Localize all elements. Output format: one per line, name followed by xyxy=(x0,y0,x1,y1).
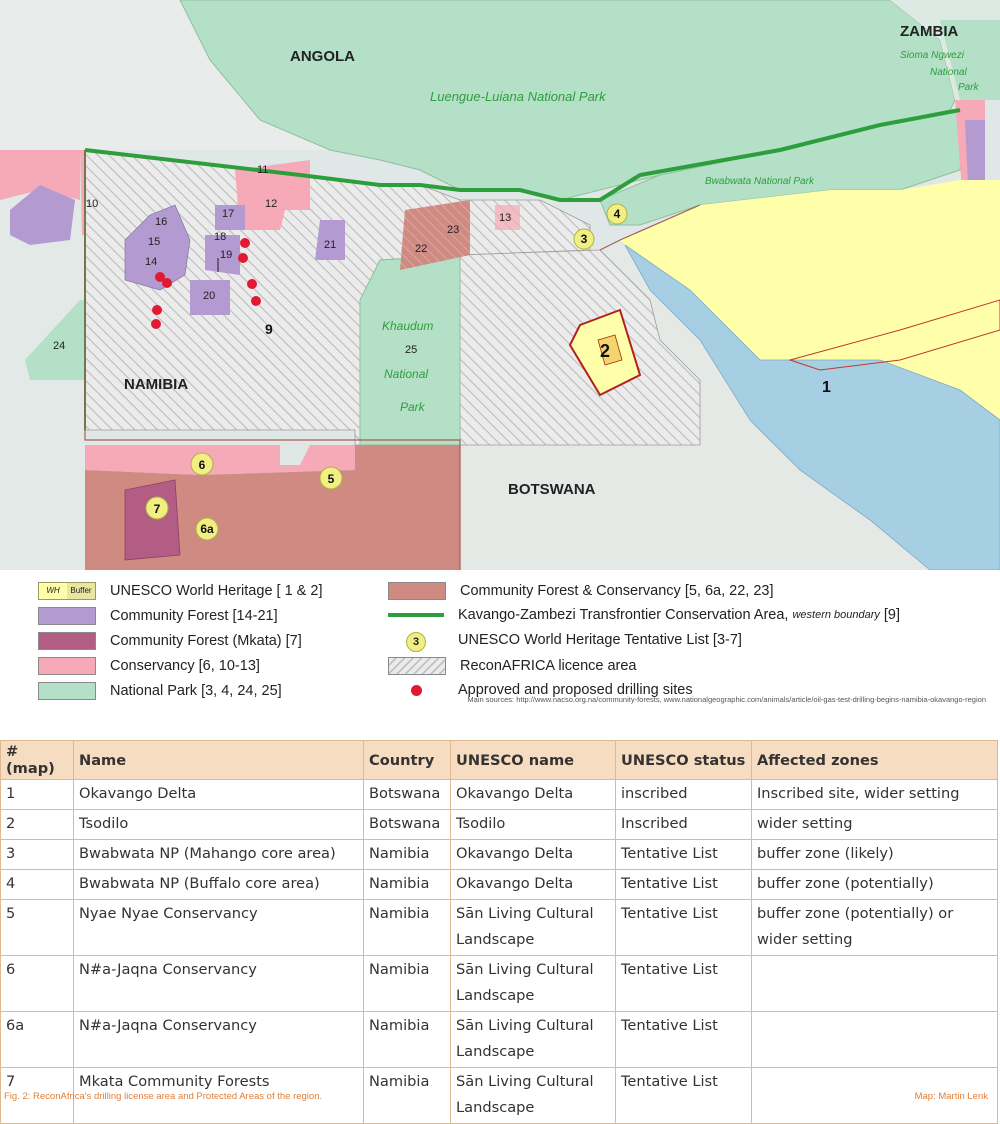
table-cell: N#a-Jaqna Conservancy xyxy=(74,1012,364,1068)
legend-label: Community Forest (Mkata) [7] xyxy=(110,633,302,649)
table-row xyxy=(1,780,998,810)
legend-dot xyxy=(411,685,422,696)
legend-item-forest-conservancy xyxy=(388,582,774,600)
legend-swatch xyxy=(38,632,96,650)
area-number: 12 xyxy=(265,198,278,210)
table-cell: Tentative List xyxy=(616,900,752,956)
legend-marker: 3 xyxy=(406,632,426,652)
table-cell: Okavango Delta xyxy=(451,780,616,810)
map-sources: Main sources: http://www.nacso.org.na/community-forests, www.nationalgeographic.com/animals/article/oil-gas-test-drilling-begins-namibia-okavango-region xyxy=(467,695,986,704)
table-cell: buffer zone (potentially) xyxy=(752,870,998,900)
legend-label: Conservancy [6, 10-13] xyxy=(110,658,260,674)
column-header: UNESCO name xyxy=(451,741,616,780)
area-number: 17 xyxy=(222,208,235,220)
table-cell: inscribed xyxy=(616,780,752,810)
legend-swatch-text: Buffer xyxy=(67,583,95,599)
map-credit: Map: Martin Lenk xyxy=(914,1091,988,1102)
area-number: 10 xyxy=(86,198,99,210)
marker-label: 4 xyxy=(613,207,621,221)
legend-item-world-heritage xyxy=(38,582,322,600)
table-cell: buffer zone (likely) xyxy=(752,840,998,870)
column-header: Affected zones xyxy=(752,741,998,780)
country-label-botswana: BOTSWANA xyxy=(508,481,596,498)
table-cell: 6a xyxy=(1,1012,74,1068)
table-row xyxy=(1,1012,998,1068)
legend-line xyxy=(388,613,444,617)
table-cell: Okavango Delta xyxy=(451,870,616,900)
drill-site xyxy=(151,319,161,329)
table-cell: Botswana xyxy=(364,810,451,840)
area-number: 15 xyxy=(148,236,161,248)
table-cell: Bwabwata NP (Mahango core area) xyxy=(74,840,364,870)
marker-label: 5 xyxy=(327,472,335,486)
area-number: 16 xyxy=(155,216,168,228)
legend-label: Community Forest & Conservancy [5, 6a, 22, 23] xyxy=(460,583,774,599)
legend-label: Approved and proposed drilling sites xyxy=(458,682,693,698)
table-row xyxy=(1,900,998,956)
legend-item-conservancy xyxy=(38,657,260,675)
legend-swatch-text: WH xyxy=(39,583,67,599)
table-cell: Botswana xyxy=(364,780,451,810)
table-cell: Sān Living Cultural Landscape xyxy=(451,956,616,1012)
park-label: National xyxy=(930,67,967,78)
table-row xyxy=(1,810,998,840)
column-header: Country xyxy=(364,741,451,780)
table-cell: Tsodilo xyxy=(451,810,616,840)
legend-swatch xyxy=(38,607,96,625)
country-label-angola: ANGOLA xyxy=(290,48,355,65)
table-cell: Namibia xyxy=(364,870,451,900)
table-cell: 4 xyxy=(1,870,74,900)
community-forest-mkata-7 xyxy=(125,480,180,560)
legend-label: Community Forest [14-21] xyxy=(110,608,278,624)
legend-item-mkata xyxy=(38,632,302,650)
table-cell: Inscribed xyxy=(616,810,752,840)
area-number-large: 2 xyxy=(600,341,611,361)
park-label: Khaudum xyxy=(382,319,434,333)
table-cell: Sān Living Cultural Landscape xyxy=(451,1012,616,1068)
drill-site xyxy=(238,253,248,263)
drill-site xyxy=(152,305,162,315)
legend-label: National Park [3, 4, 24, 25] xyxy=(110,683,282,699)
area-number: 24 xyxy=(53,340,66,352)
marker-label: 7 xyxy=(153,502,161,516)
table-cell: 1 xyxy=(1,780,74,810)
table-cell: Tsodilo xyxy=(74,810,364,840)
legend-label-suffix: [9] xyxy=(883,607,901,623)
table-cell: 3 xyxy=(1,840,74,870)
table-cell: Okavango Delta xyxy=(74,780,364,810)
marker-label: 6 xyxy=(198,458,206,472)
table-cell: Inscribed site, wider setting xyxy=(752,780,998,810)
table-cell: Nyae Nyae Conservancy xyxy=(74,900,364,956)
park-label: Park xyxy=(400,400,425,414)
table-cell: Namibia xyxy=(364,956,451,1012)
legend-item-community-forest xyxy=(38,607,278,625)
legend-item-national-park xyxy=(38,682,282,700)
figure-caption: Fig. 2: ReconAfrica's drilling license area and Protected Areas of the region. xyxy=(4,1091,323,1102)
protected-areas-table xyxy=(0,740,998,1124)
column-header: UNESCO status xyxy=(616,741,752,780)
table-cell xyxy=(752,956,998,1012)
table-cell: Tentative List xyxy=(616,1068,752,1124)
drill-site xyxy=(251,296,261,306)
park-label: Sioma Ngwezi xyxy=(900,50,964,61)
legend-swatch xyxy=(38,582,96,600)
table-row xyxy=(1,956,998,1012)
table-cell: 7 xyxy=(1,1068,74,1124)
table-cell: wider setting xyxy=(752,810,998,840)
drill-site xyxy=(162,278,172,288)
area-number: 14 xyxy=(145,256,158,268)
area-number: 21 xyxy=(324,239,337,251)
legend-swatch xyxy=(38,657,96,675)
map-legend xyxy=(0,570,1000,708)
area-number: 13 xyxy=(499,212,512,224)
area-number: 11 xyxy=(257,164,269,176)
area-number-large: 1 xyxy=(822,379,831,396)
park-label: National xyxy=(384,367,429,381)
table-cell: 2 xyxy=(1,810,74,840)
marker-label: 6a xyxy=(200,522,214,536)
area-number: 19 xyxy=(220,249,233,261)
table-row xyxy=(1,870,998,900)
table-cell: N#a-Jaqna Conservancy xyxy=(74,956,364,1012)
area-number: 18 xyxy=(214,231,227,243)
legend-label: Kavango-Zambezi Transfrontier Conservation Area, xyxy=(458,607,789,623)
zambia-forest xyxy=(965,120,985,185)
table-cell: buffer zone (potentially) or wider setting xyxy=(752,900,998,956)
table-cell: 6 xyxy=(1,956,74,1012)
table-cell: Tentative List xyxy=(616,840,752,870)
drill-site xyxy=(247,279,257,289)
park-label: Luengue-Luiana National Park xyxy=(430,89,606,104)
table-cell: Bwabwata NP (Buffalo core area) xyxy=(74,870,364,900)
table-cell: Namibia xyxy=(364,1068,451,1124)
table-header-row xyxy=(1,741,998,780)
legend-label: UNESCO World Heritage Tentative List [3-7] xyxy=(458,632,742,648)
conservancy-6 xyxy=(85,445,355,475)
legend-item-tentative xyxy=(388,632,742,648)
marker-label: 3 xyxy=(580,232,588,246)
table-cell: 5 xyxy=(1,900,74,956)
area-number: 23 xyxy=(447,224,460,236)
table-cell: Tentative List xyxy=(616,870,752,900)
table-cell xyxy=(752,1012,998,1068)
legend-swatch xyxy=(388,582,446,600)
table-cell: Namibia xyxy=(364,1012,451,1068)
table-cell: Sān Living Cultural Landscape xyxy=(451,1068,616,1124)
column-header: Name xyxy=(74,741,364,780)
column-header: # (map) xyxy=(1,741,74,780)
legend-swatch xyxy=(388,682,444,698)
area-number: 25 xyxy=(405,344,418,356)
table-cell: Namibia xyxy=(364,840,451,870)
legend-label-sub: western boundary xyxy=(792,609,880,621)
area-number: 20 xyxy=(203,290,216,302)
legend-swatch xyxy=(388,632,444,648)
table-cell: Tentative List xyxy=(616,956,752,1012)
legend-item-licence xyxy=(388,657,637,675)
park-label: Bwabwata National Park xyxy=(705,176,814,187)
table-cell: Sān Living Cultural Landscape xyxy=(451,900,616,956)
table-cell: Okavango Delta xyxy=(451,840,616,870)
legend-label: ReconAFRICA licence area xyxy=(460,658,637,674)
table-cell: Tentative List xyxy=(616,1012,752,1068)
area-number: 22 xyxy=(415,243,428,255)
table-row xyxy=(1,840,998,870)
table-cell: Mkata Community Forests xyxy=(74,1068,364,1124)
drill-site xyxy=(240,238,250,248)
legend-swatch xyxy=(38,682,96,700)
country-label-zambia: ZAMBIA xyxy=(900,23,959,40)
legend-swatch xyxy=(388,657,446,675)
legend-item-kaza xyxy=(388,607,900,623)
table-cell: Namibia xyxy=(364,900,451,956)
park-label: Park xyxy=(958,82,979,93)
area-number-large: 9 xyxy=(265,321,273,337)
country-label-namibia: NAMIBIA xyxy=(124,376,189,393)
legend-label: UNESCO World Heritage [ 1 & 2] xyxy=(110,583,323,599)
